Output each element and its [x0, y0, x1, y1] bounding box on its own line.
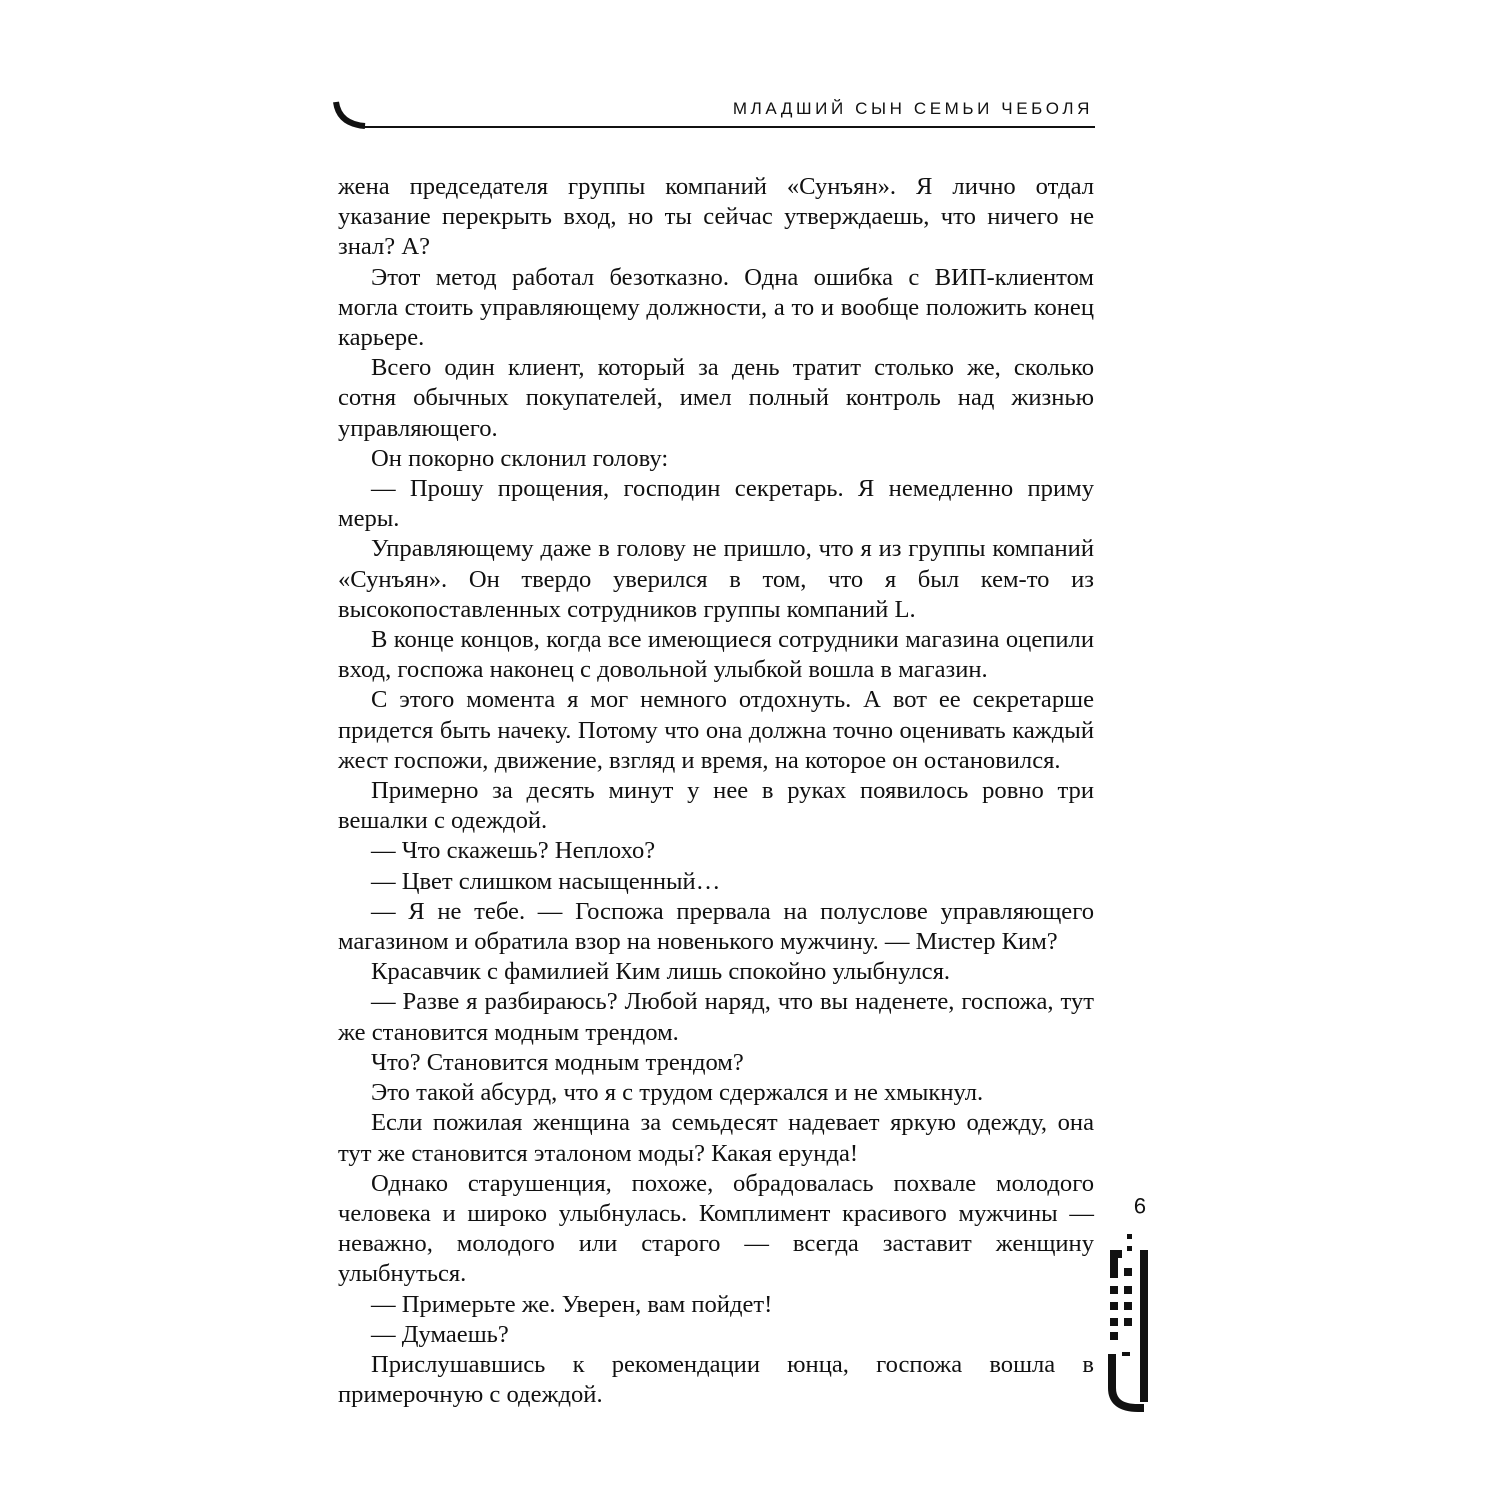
page-number: 9	[1133, 1193, 1147, 1218]
dialogue-line: — Я не тебе. — Госпожа прервала на полуслове управляющего магазином и обратила взор на новенького мужчину. — Мистер Ким?	[338, 897, 1094, 956]
running-header	[333, 98, 1095, 134]
paragraph: Управляющему даже в голову не пришло, что я из группы компаний «Сунъян». Он твердо уверился в том, что я был кем-то из высокопоставленных сотрудников группы компаний L.	[338, 535, 1094, 623]
paragraph: Примерно за десять минут у нее в руках появилось ровно три вешалки с одеждой.	[338, 777, 1094, 835]
paragraph: Однако старушенция, похоже, обрадовалась похвале молодого человека и широко улыбнулась. Комплимент красивого мужчины — неважно, молодого или старого — всегда заставит женщину улыбнуться.	[338, 1169, 1094, 1288]
paragraph: С этого момента я мог немного отдохнуть. А вот ее секретарше придется быть начеку. Потому что она должна точно оценивать каждый жест госпожи, движение, взгляд и время, на которое он остановился.	[338, 686, 1094, 774]
header-rule	[363, 126, 1095, 128]
running-title: МЛАДШИЙ СЫН СЕМЬИ ЧЕБОЛЯ	[732, 99, 1093, 118]
dialogue-line: — Что скажешь? Неплохо?	[371, 837, 656, 865]
corner-ornament-icon	[333, 98, 367, 130]
paragraph: Что? Становится модным трендом?	[371, 1048, 744, 1076]
paragraph: Если пожилая женщина за семьдесят надевает яркую одежду, она тут же становится эталоном моды? Какая ерунда!	[338, 1109, 1094, 1167]
paragraph: Всего один клиент, который за день тратит столько же, сколько сотня обычных покупателей, имел полный контроль над жизнью управляющего.	[338, 354, 1094, 442]
dialogue-line: — Прошу прощения, господин секретарь. Я немедленно приму меры.	[338, 475, 1094, 533]
paragraph: Это такой абсурд, что я с трудом сдержался и не хмыкнул.	[371, 1079, 984, 1107]
paragraph: Он покорно склонил голову:	[371, 444, 669, 472]
dialogue-line: — Думаешь?	[371, 1320, 509, 1348]
paragraph: Прислушавшись к рекомендации юнца, госпожа вошла в примерочную с одеждой.	[338, 1350, 1094, 1409]
body-text	[338, 172, 1094, 1410]
dialogue-line: — Цвет слишком насыщенный…	[371, 867, 721, 895]
dialogue-line: — Разве я разбираюсь? Любой наряд, что вы наденете, госпожа, тут же становится модным трендом.	[338, 988, 1094, 1046]
paragraph: жена председателя группы компаний «Сунъян». Я лично отдал указание перекрыть вход, но ты сейчас утверждаешь, что ничего не знал? А?	[338, 173, 1094, 261]
paragraph: Красавчик с фамилией Ким лишь спокойно улыбнулся.	[371, 958, 951, 986]
paragraph: В конце концов, когда все имеющиеся сотрудники магазина оцепили вход, госпожа наконец с довольной улыбкой вошла в магазин.	[338, 626, 1094, 684]
dialogue-line: — Примерьте же. Уверен, вам пойдет!	[371, 1290, 773, 1318]
paragraph: Этот метод работал безотказно. Одна ошибка с ВИП-клиентом могла стоить управляющему должности, а то и вообще положить конец карьере.	[338, 263, 1094, 352]
